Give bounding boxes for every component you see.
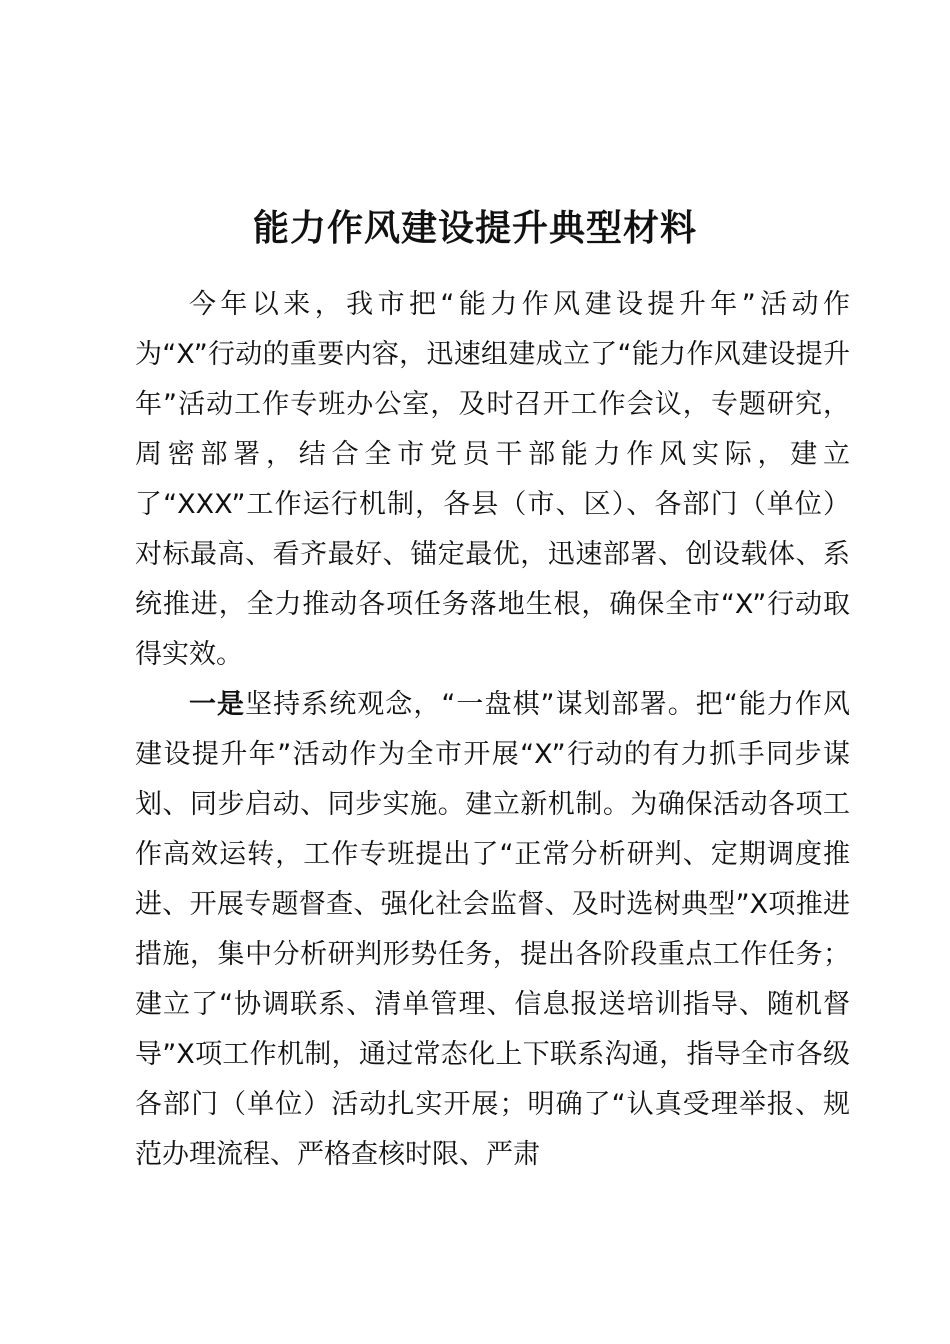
paragraph-point-one — [135, 680, 850, 1180]
paragraph-intro-text: 今年以来，我市把“能力作风建设提升年”活动作为“X”行动的重要内容，迅速组建成立了“能力作风建设提升年”活动工作专班办公室，及时召开工作会议，专题研究，周密部署，结合全市党员干部能力作风实际，建立了“XXX”工作运行机制，各县（市、区）、各部门（单位）对标最高、看齐最好、锚定最优，迅速部署、创设载体、系统推进，全力推动各项任务落地生根，确保全市“X”行动取得实效。 — [135, 289, 850, 670]
paragraph-point-one-lead: 一是 — [189, 689, 246, 720]
document-body — [135, 280, 850, 1180]
paragraph-intro — [135, 280, 850, 680]
paragraph-point-one-text: 坚持系统观念，“一盘棋”谋划部署。把“能力作风建设提升年”活动作为全市开展“X”行动的有力抓手同步谋划、同步启动、同步实施。建立新机制。为确保活动各项工作高效运转，工作专班提出了“正常分析研判、定期调度推进、开展专题督查、强化社会监督、及时选树典型”X项推进措施，集中分析研判形势任务，提出各阶段重点工作任务；建立了“协调联系、清单管理、信息报送培训指导、随机督导”X项工作机制，通过常态化上下联系沟通，指导全市各级各部门（单位）活动扎实开展；明确了“认真受理举报、规范办理流程、严格查核时限、严肃 — [135, 689, 851, 1170]
document-title: 能力作风建设提升典型材料 — [252, 208, 697, 249]
